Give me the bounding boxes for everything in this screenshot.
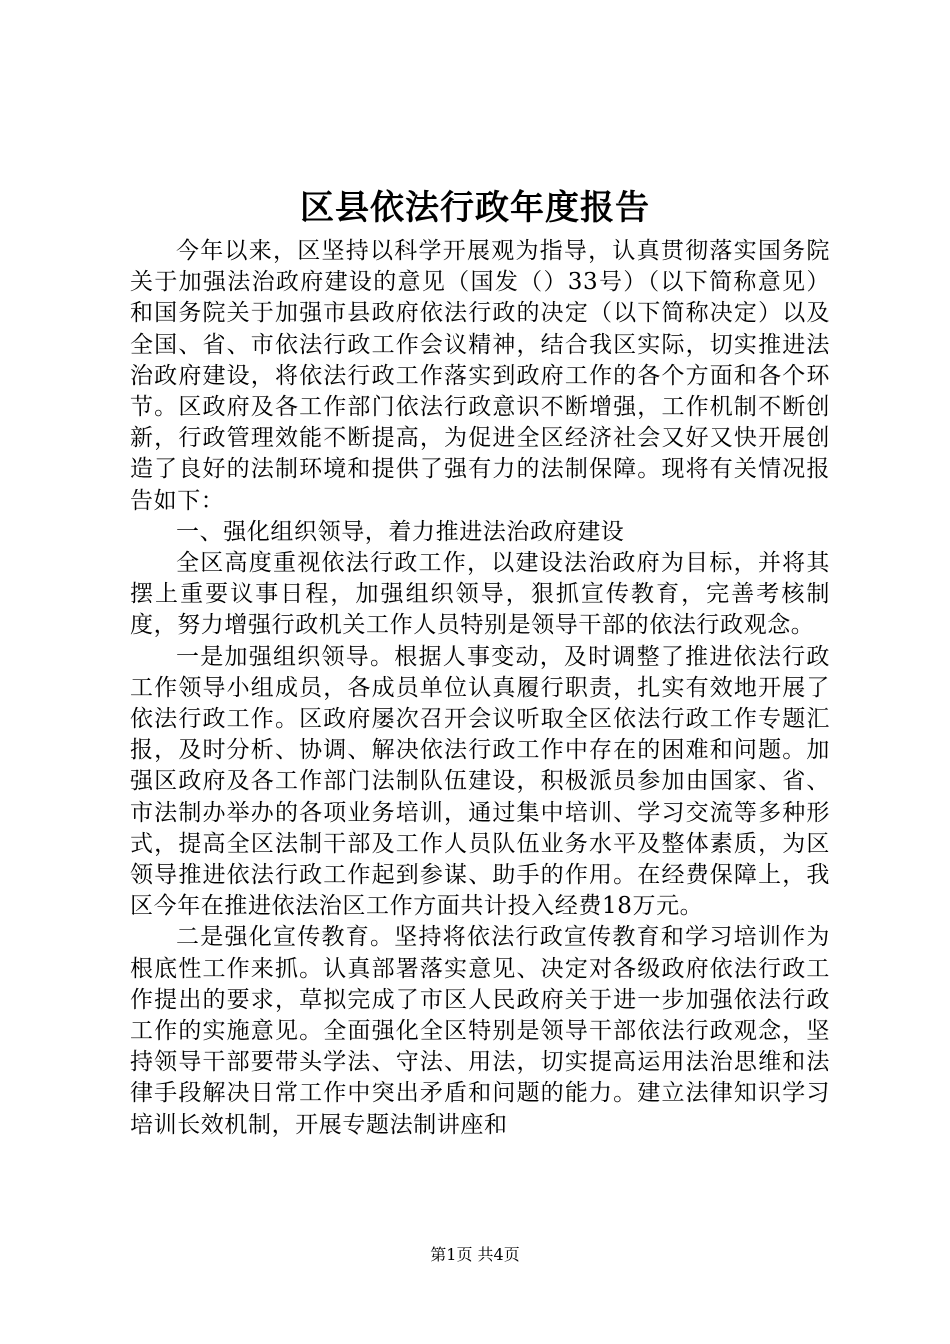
paragraph-point-2: 二是强化宣传教育。坚持将依法行政宣传教育和学习培训作为根底性工作来抓。认真部署落实意见、决定对各级政府依法行政工作提出的要求，草拟完成了市区人民政府关于进一步加强依法行政工作的实施意见。全面强化全区特别是领导干部依法行政观念，坚持领导干部要带头学法、守法、用法，切实提高运用法治思维和法律手段解决日常工作中突出矛盾和问题的能力。建立法律知识学习培训长效机制，开展专题法制讲座和: [130, 924, 830, 1138]
page-number: 第1页 共4页: [430, 1245, 520, 1264]
section-heading-1: 一、强化组织领导，着力推进法治政府建设: [176, 518, 625, 545]
paragraph-overview: 全区高度重视依法行政工作，以建设法治政府为目标，并将其摆上重要议事日程，加强组织领导，狠抓宣传教育，完善考核制度，努力增强行政机关工作人员特别是领导干部的依法行政观念。: [130, 550, 830, 639]
document-body: [130, 236, 830, 1141]
paragraph-intro: 今年以来，区坚持以科学开展观为指导，认真贯彻落实国务院关于加强法治政府建设的意见（国发（）33号）（以下简称意见）和国务院关于加强市县政府依法行政的决定（以下简称决定）以及全国、省、市依法行政工作会议精神，结合我区实际，切实推进法治政府建设，将依法行政工作落实到政府工作的各个方面和各个环节。区政府及各工作部门依法行政意识不断增强，工作机制不断创新，行政管理效能不断提高，为促进全区经济社会又好又快开展创造了良好的法制环境和提供了强有力的法制保障。现将有关情况报告如下：: [130, 238, 830, 514]
paragraph-point-1: 一是加强组织领导。根据人事变动，及时调整了推进依法行政工作领导小组成员，各成员单位认真履行职责，扎实有效地开展了依法行政工作。区政府屡次召开会议听取全区依法行政工作专题汇报，及时分析、协调、解决依法行政工作中存在的困难和问题。加强区政府及各工作部门法制队伍建设，积极派员参加由国家、省、市法制办举办的各项业务培训，通过集中培训、学习交流等多种形式，提高全区法制干部及工作人员队伍业务水平及整体素质，为区领导推进依法行政工作起到参谋、助手的作用。在经费保障上，我区今年在推进依法治区工作方面共计投入经费18万元。: [130, 643, 830, 920]
document-title: 区县依法行政年度报告: [300, 188, 650, 228]
